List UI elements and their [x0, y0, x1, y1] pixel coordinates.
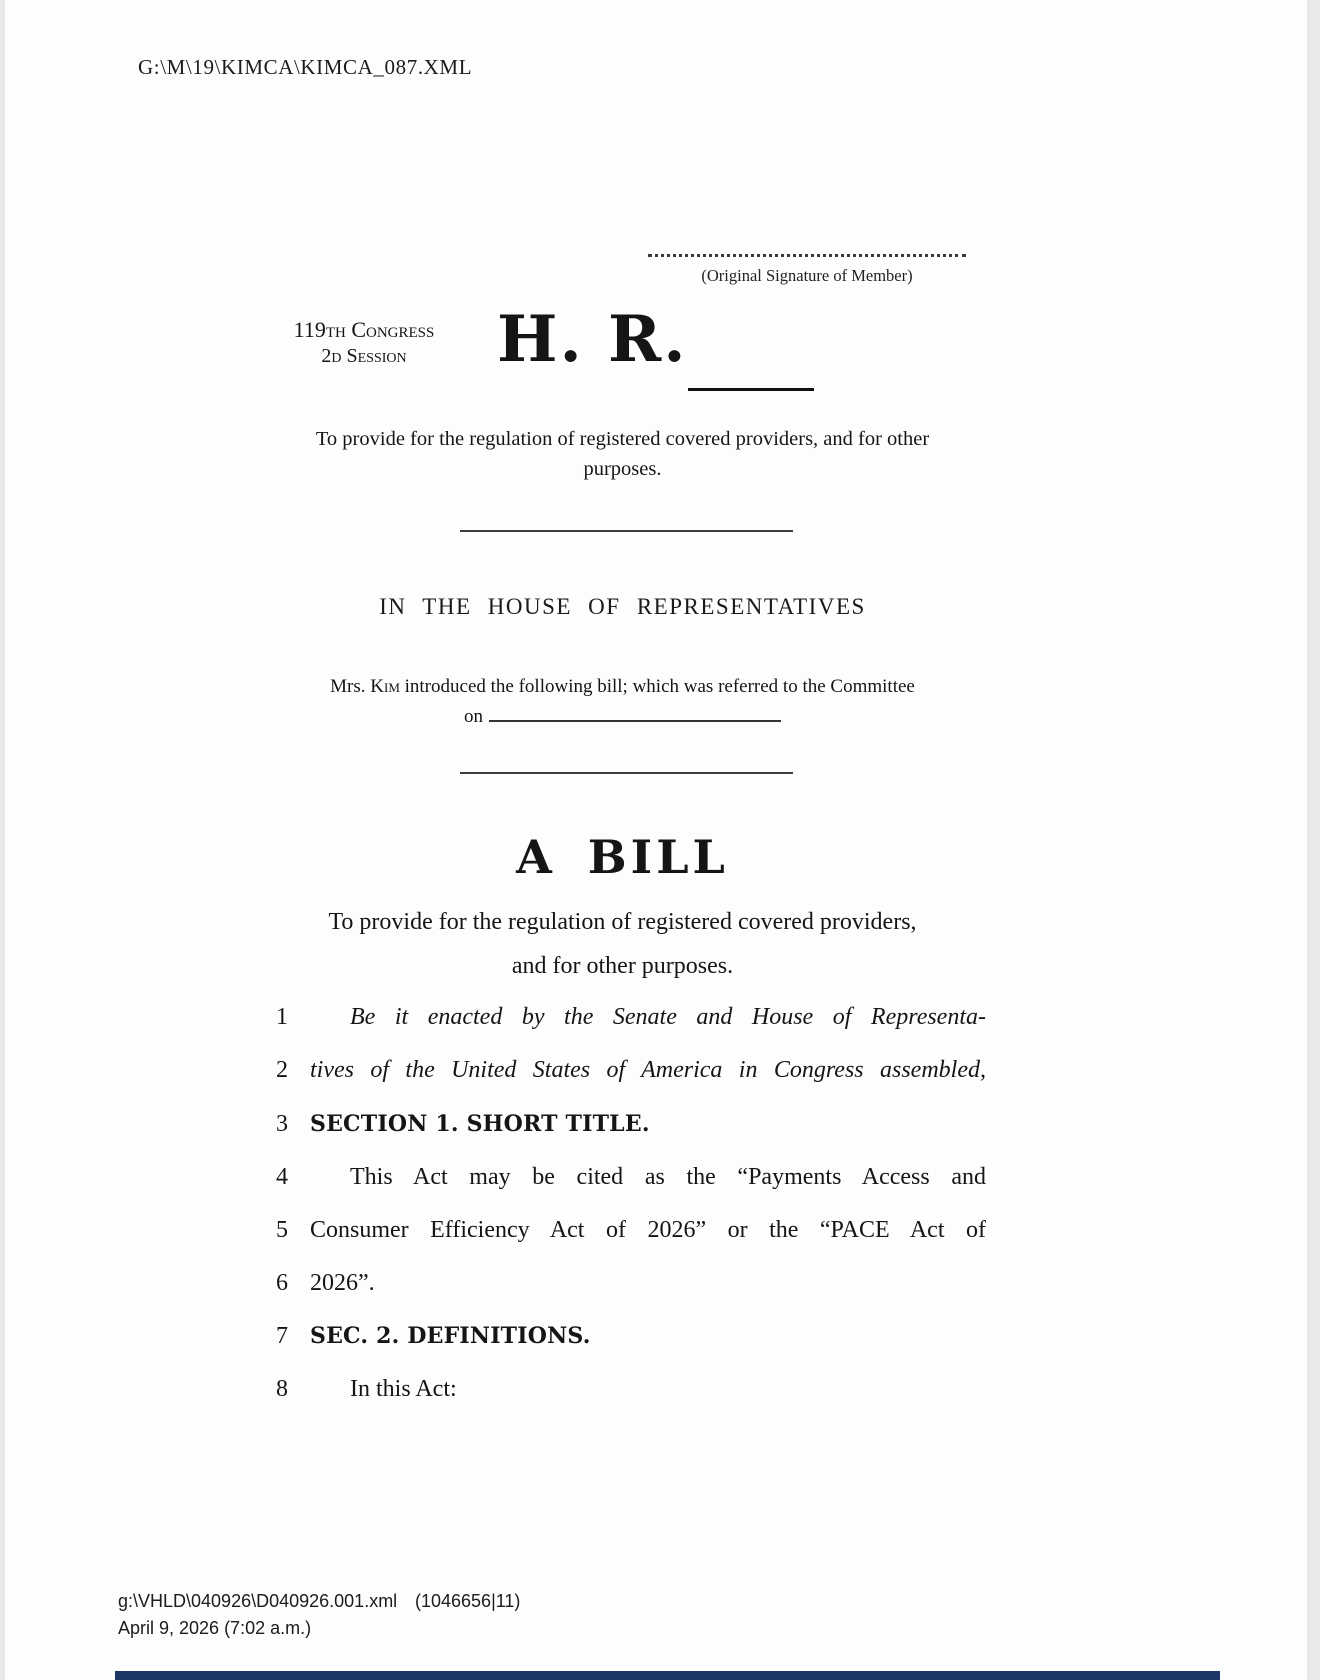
committee-name-blank	[489, 701, 781, 722]
bill-text: This Act may be cited as the “Payments Access and	[350, 1164, 986, 1190]
line-number: 4	[276, 1164, 288, 1190]
section-heading: SEC. 2. DEFINITIONS.	[310, 1323, 591, 1349]
session-line: 2d Session	[321, 345, 407, 367]
footer-doc-code: (1046656|11)	[415, 1591, 521, 1611]
bill-text: tives of the United States of America in Congress assembled,	[310, 1057, 986, 1083]
line-number: 3	[276, 1111, 288, 1137]
separator-rule	[460, 530, 793, 532]
official-title-line: To provide for the regulation of registered covered providers, and for other	[315, 428, 930, 450]
committee-line: on	[135, 701, 1110, 731]
official-title-summary	[135, 424, 1110, 484]
signature-caption: (Original Signature of Member)	[701, 266, 913, 285]
line-number: 7	[276, 1323, 288, 1349]
bill-text: 2026”.	[310, 1270, 375, 1296]
official-title-line: purposes.	[583, 458, 662, 480]
footer-file-path: g:\VHLD\040926\D040926.001.xml	[118, 1591, 398, 1611]
long-title-line: To provide for the regulation of registered covered providers,	[328, 909, 917, 935]
bill-text: In this Act:	[350, 1376, 457, 1402]
bill-text: Consumer Efficiency Act of 2026” or the “PACE Act of	[310, 1217, 986, 1243]
long-title-line: and for other purposes.	[511, 953, 734, 979]
line-number: 5	[276, 1217, 288, 1243]
long-title	[135, 900, 1110, 988]
document-page	[5, 0, 1307, 1680]
introduction-line: Mrs. Kim introduced the following bill; which was referred to the Committee	[330, 676, 915, 697]
sponsor-name: Kim	[370, 676, 400, 697]
section-heading: SECTION 1. SHORT TITLE.	[310, 1111, 650, 1137]
introduction-block	[135, 672, 1110, 731]
congress-line: 119th Congress	[293, 317, 435, 342]
line-number: 1	[276, 1004, 288, 1030]
source-file-path: G:\M\19\KIMCA\KIMCA_087.XML	[138, 55, 473, 79]
bill-type-label: H. R.	[497, 302, 688, 377]
footer-block	[118, 1588, 1018, 1642]
line-number: 6	[276, 1270, 288, 1296]
footer-datetime: April 9, 2026 (7:02 a.m.)	[118, 1618, 312, 1638]
line-number: 2	[276, 1057, 288, 1083]
bill-text: Be it enacted by the Senate and House of Representa-	[350, 1004, 986, 1030]
footer-path-row	[118, 1588, 1018, 1615]
bill-number-blank	[688, 356, 814, 391]
bill-heading: A BILL	[516, 830, 729, 884]
bottom-navy-bar	[115, 1671, 1220, 1680]
chamber-heading: IN THE HOUSE OF REPRESENTATIVES	[379, 594, 866, 619]
line-number: 8	[276, 1376, 288, 1402]
separator-rule	[460, 772, 793, 774]
signature-dotted-line	[648, 242, 966, 257]
congress-session-block	[233, 316, 495, 370]
